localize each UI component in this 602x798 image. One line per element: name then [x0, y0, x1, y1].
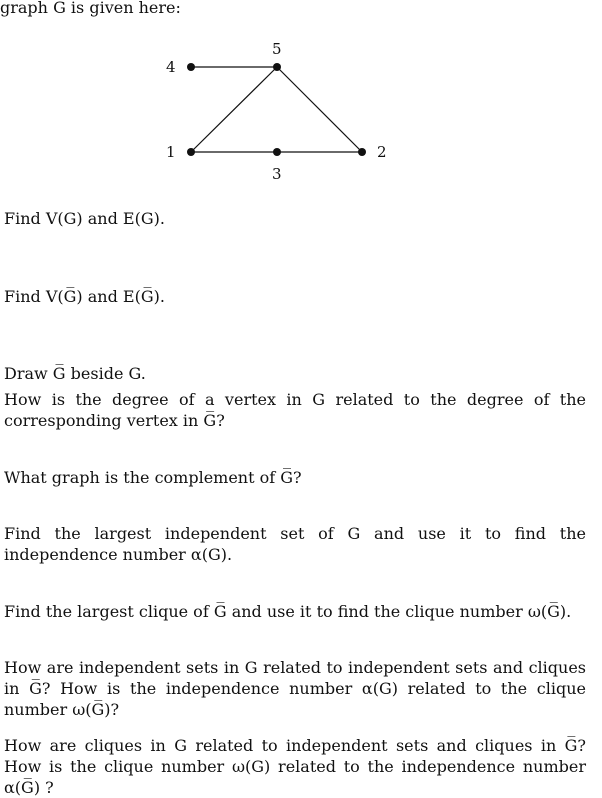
edge-5-1 — [191, 67, 277, 152]
vertex-label-5: 5 — [272, 40, 282, 58]
vertex-1 — [187, 148, 195, 156]
vertex-label-2: 2 — [377, 143, 387, 161]
vertex-label-4: 4 — [166, 58, 176, 76]
vertex-3 — [273, 148, 281, 156]
question-largest-clique: Find the largest clique of G̅ and use it to find the clique number ω(G̅). — [4, 602, 572, 621]
edge-5-2 — [277, 67, 362, 152]
graph-g-figure — [0, 0, 602, 200]
question-independent-sets-relation: How are independent sets in G related to independent sets and cliques in G̅? How is the independence number α(G) related to the clique number ω(G̅)? — [4, 658, 586, 719]
question-complement-of-complement: What graph is the complement of G̅? — [4, 468, 302, 487]
vertex-label-1: 1 — [166, 143, 176, 161]
question-draw-complement: Draw G̅ beside G. — [4, 364, 146, 383]
vertex-4 — [187, 63, 195, 71]
question-degree-relation: How is the degree of a vertex in G related to the degree of the corresponding vertex in G̅? — [4, 390, 586, 430]
intro-text: graph G is given here: — [0, 0, 181, 17]
question-cliques-relation: How are cliques in G related to independent sets and cliques in G̅? How is the clique number ω(G) related to the independence number α(G̅) ? — [4, 736, 586, 797]
question-largest-independent-set: Find the largest independent set of G and use it to find the independence number α(G). — [4, 524, 586, 564]
vertex-label-3: 3 — [272, 165, 282, 183]
vertex-5 — [273, 63, 281, 71]
question-find-vg-eg-complement: Find V(G̅) and E(G̅). — [4, 287, 165, 306]
question-find-vg-eg: Find V(G) and E(G). — [4, 209, 165, 228]
vertex-2 — [358, 148, 366, 156]
